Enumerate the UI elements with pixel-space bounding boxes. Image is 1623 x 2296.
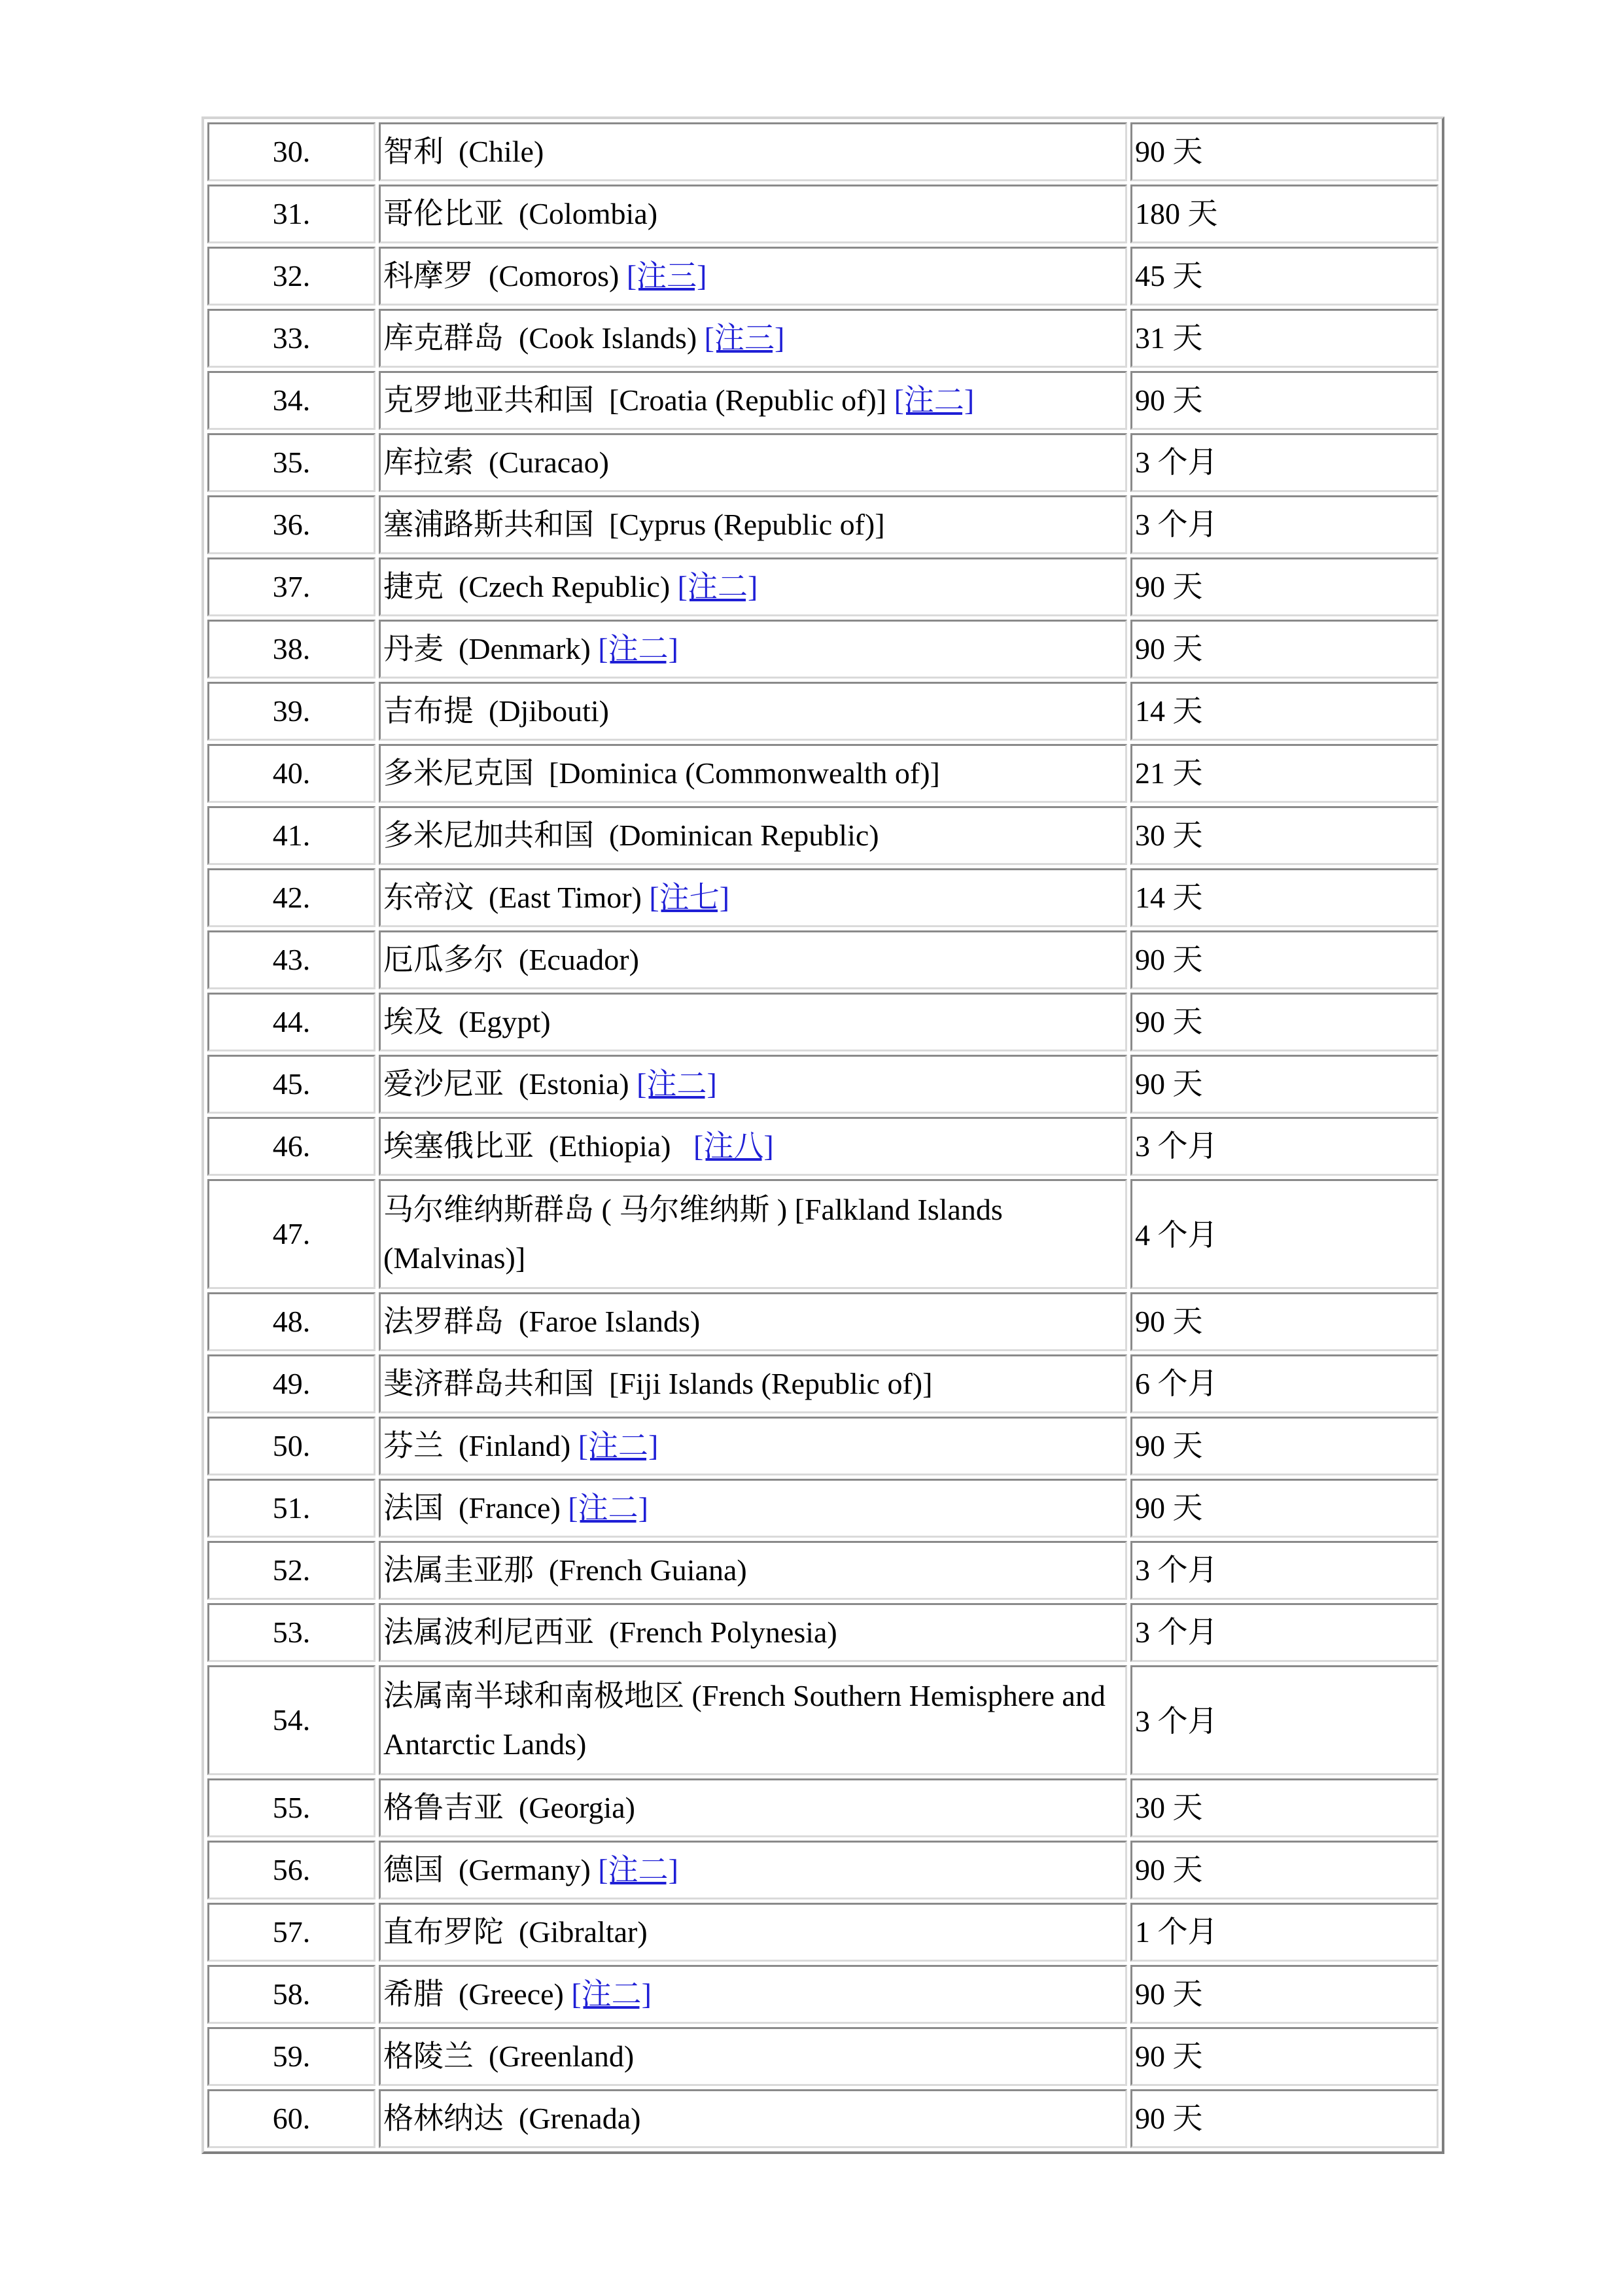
table-row (207, 371, 1439, 430)
row-number: 55. (207, 1778, 375, 1837)
country-name: 法国 (France) (383, 1491, 568, 1525)
stay-duration: 31 天 (1130, 309, 1439, 368)
note-link[interactable]: [注三] (704, 321, 785, 355)
country-cell (379, 1778, 1127, 1837)
table-row (207, 1778, 1439, 1837)
country-name: 库拉索 (Curacao) (383, 446, 609, 479)
stay-duration: 3 个月 (1130, 1603, 1439, 1662)
stay-duration: 90 天 (1130, 122, 1439, 181)
stay-duration: 90 天 (1130, 557, 1439, 616)
country-name: 法属南半球和南极地区 (French Southern Hemisphere and Antarctic Lands) (383, 1679, 1106, 1761)
table-row (207, 744, 1439, 803)
country-name: 多米尼克国 [Dominica (Commonwealth of)] (383, 756, 940, 790)
row-number: 51. (207, 1479, 375, 1538)
stay-duration: 4 个月 (1130, 1179, 1439, 1289)
stay-duration: 90 天 (1130, 993, 1439, 1051)
country-cell (379, 2027, 1127, 2086)
note-link[interactable]: [注二] (578, 1429, 659, 1462)
table-row (207, 930, 1439, 989)
country-name: 直布罗陀 (Gibraltar) (383, 1915, 648, 1949)
country-cell (379, 682, 1127, 741)
row-number: 50. (207, 1417, 375, 1475)
country-name: 希腊 (Greece) (383, 1977, 572, 2011)
row-number: 38. (207, 620, 375, 679)
note-link[interactable]: [注七] (649, 881, 730, 914)
country-name: 丹麦 (Denmark) (383, 632, 599, 665)
row-number: 33. (207, 309, 375, 368)
stay-duration: 90 天 (1130, 2027, 1439, 2086)
note-link[interactable]: [注二] (598, 1853, 678, 1886)
country-name: 吉布提 (Djibouti) (383, 694, 609, 728)
table-row (207, 620, 1439, 679)
table-row (207, 1179, 1439, 1289)
country-cell (379, 1541, 1127, 1600)
country-name: 东帝汶 (East Timor) (383, 881, 650, 914)
table-row (207, 1479, 1439, 1538)
country-cell (379, 185, 1127, 243)
country-name: 法属圭亚那 (French Guiana) (383, 1553, 747, 1587)
row-number: 37. (207, 557, 375, 616)
country-cell (379, 1354, 1127, 1413)
row-number: 36. (207, 495, 375, 554)
country-cell (379, 1292, 1127, 1351)
country-name: 克罗地亚共和国 [Croatia (Republic of)] (383, 383, 894, 417)
country-name: 德国 (Germany) (383, 1853, 599, 1886)
table-row (207, 1603, 1439, 1662)
stay-duration: 3 个月 (1130, 1665, 1439, 1775)
table-row (207, 309, 1439, 368)
row-number: 60. (207, 2089, 375, 2148)
row-number: 54. (207, 1665, 375, 1775)
row-number: 47. (207, 1179, 375, 1289)
stay-duration: 90 天 (1130, 1055, 1439, 1114)
country-cell (379, 744, 1127, 803)
note-link[interactable]: [注二] (598, 632, 678, 665)
table-row (207, 495, 1439, 554)
table-row (207, 1665, 1439, 1775)
country-cell (379, 1179, 1127, 1289)
country-name: 斐济群岛共和国 [Fiji Islands (Republic of)] (383, 1367, 933, 1400)
table-row (207, 122, 1439, 181)
country-cell (379, 1965, 1127, 2024)
row-number: 46. (207, 1117, 375, 1176)
country-name: 马尔维纳斯群岛 ( 马尔维纳斯 ) [Falkland Islands (Malvinas)] (383, 1193, 1003, 1275)
stay-duration: 45 天 (1130, 247, 1439, 306)
country-cell (379, 309, 1127, 368)
country-name: 哥伦比亚 (Colombia) (383, 197, 658, 230)
table-row (207, 2027, 1439, 2086)
stay-duration: 3 个月 (1130, 495, 1439, 554)
row-number: 34. (207, 371, 375, 430)
stay-duration: 90 天 (1130, 620, 1439, 679)
table-row (207, 433, 1439, 492)
table-row (207, 557, 1439, 616)
stay-duration: 3 个月 (1130, 1541, 1439, 1600)
table-row (207, 247, 1439, 306)
country-cell (379, 247, 1127, 306)
table-row (207, 1292, 1439, 1351)
country-cell (379, 495, 1127, 554)
row-number: 56. (207, 1841, 375, 1899)
country-cell (379, 122, 1127, 181)
country-name: 科摩罗 (Comoros) (383, 259, 627, 292)
stay-duration: 90 天 (1130, 1841, 1439, 1899)
table-row (207, 185, 1439, 243)
table-row (207, 1903, 1439, 1962)
country-cell (379, 620, 1127, 679)
table-row (207, 806, 1439, 865)
country-name: 智利 (Chile) (383, 135, 544, 168)
stay-duration: 90 天 (1130, 1479, 1439, 1538)
row-number: 59. (207, 2027, 375, 2086)
table-row (207, 1841, 1439, 1899)
table-row (207, 1117, 1439, 1176)
note-link[interactable]: [注二] (894, 383, 975, 417)
table-row (207, 868, 1439, 927)
row-number: 43. (207, 930, 375, 989)
note-link[interactable]: [注八] (693, 1129, 774, 1163)
stay-duration: 3 个月 (1130, 1117, 1439, 1176)
country-cell (379, 557, 1127, 616)
stay-duration: 30 天 (1130, 806, 1439, 865)
row-number: 40. (207, 744, 375, 803)
country-name: 捷克 (Czech Republic) (383, 570, 678, 603)
stay-duration: 1 个月 (1130, 1903, 1439, 1962)
table-row (207, 1354, 1439, 1413)
country-cell (379, 993, 1127, 1051)
note-link[interactable]: [注三] (626, 259, 707, 292)
country-cell (379, 1117, 1127, 1176)
country-cell (379, 1903, 1127, 1962)
stay-duration: 30 天 (1130, 1778, 1439, 1837)
row-number: 39. (207, 682, 375, 741)
country-name: 库克群岛 (Cook Islands) (383, 321, 705, 355)
row-number: 48. (207, 1292, 375, 1351)
country-name: 厄瓜多尔 (Ecuador) (383, 943, 639, 976)
stay-duration: 14 天 (1130, 682, 1439, 741)
table-row (207, 1965, 1439, 2024)
row-number: 30. (207, 122, 375, 181)
country-cell (379, 1841, 1127, 1899)
country-name: 格陵兰 (Greenland) (383, 2040, 635, 2073)
country-name: 格林纳达 (Grenada) (383, 2102, 641, 2135)
country-name: 法罗群岛 (Faroe Islands) (383, 1305, 701, 1338)
row-number: 57. (207, 1903, 375, 1962)
stay-duration: 90 天 (1130, 1292, 1439, 1351)
country-cell (379, 930, 1127, 989)
row-number: 35. (207, 433, 375, 492)
row-number: 45. (207, 1055, 375, 1114)
country-name: 埃塞俄比亚 (Ethiopia) (383, 1129, 693, 1163)
note-link[interactable]: [注二] (568, 1491, 648, 1525)
stay-duration: 6 个月 (1130, 1354, 1439, 1413)
stay-duration: 21 天 (1130, 744, 1439, 803)
note-link[interactable]: [注二] (571, 1977, 652, 2011)
country-cell (379, 433, 1127, 492)
country-name: 埃及 (Egypt) (383, 1005, 551, 1038)
row-number: 41. (207, 806, 375, 865)
row-number: 53. (207, 1603, 375, 1662)
country-name: 塞浦路斯共和国 [Cyprus (Republic of)] (383, 508, 885, 541)
country-name: 爱沙尼亚 (Estonia) (383, 1067, 637, 1101)
note-link[interactable]: [注二] (677, 570, 758, 603)
stay-duration: 90 天 (1130, 2089, 1439, 2148)
table-row (207, 682, 1439, 741)
stay-duration: 180 天 (1130, 185, 1439, 243)
country-cell (379, 868, 1127, 927)
row-number: 49. (207, 1354, 375, 1413)
country-name: 法属波利尼西亚 (French Polynesia) (383, 1616, 837, 1649)
row-number: 52. (207, 1541, 375, 1600)
document-page (201, 116, 1444, 2154)
row-number: 58. (207, 1965, 375, 2024)
country-name: 芬兰 (Finland) (383, 1429, 578, 1462)
table-row (207, 993, 1439, 1051)
table-row (207, 1417, 1439, 1475)
stay-duration: 90 天 (1130, 1417, 1439, 1475)
stay-duration: 90 天 (1130, 930, 1439, 989)
country-cell (379, 1055, 1127, 1114)
note-link[interactable]: [注二] (637, 1067, 717, 1101)
country-cell (379, 1479, 1127, 1538)
stay-duration: 90 天 (1130, 1965, 1439, 2024)
table-row (207, 1541, 1439, 1600)
visa-exemption-table (201, 116, 1444, 2154)
row-number: 44. (207, 993, 375, 1051)
stay-duration: 14 天 (1130, 868, 1439, 927)
table-row (207, 2089, 1439, 2148)
table-row (207, 1055, 1439, 1114)
country-cell (379, 1665, 1127, 1775)
country-cell (379, 1603, 1127, 1662)
row-number: 42. (207, 868, 375, 927)
country-cell (379, 806, 1127, 865)
country-cell (379, 371, 1127, 430)
country-cell (379, 1417, 1127, 1475)
stay-duration: 90 天 (1130, 371, 1439, 430)
stay-duration: 3 个月 (1130, 433, 1439, 492)
row-number: 32. (207, 247, 375, 306)
country-name: 格鲁吉亚 (Georgia) (383, 1791, 635, 1824)
row-number: 31. (207, 185, 375, 243)
country-cell (379, 2089, 1127, 2148)
table-body (207, 122, 1439, 2148)
country-name: 多米尼加共和国 (Dominican Republic) (383, 819, 879, 852)
